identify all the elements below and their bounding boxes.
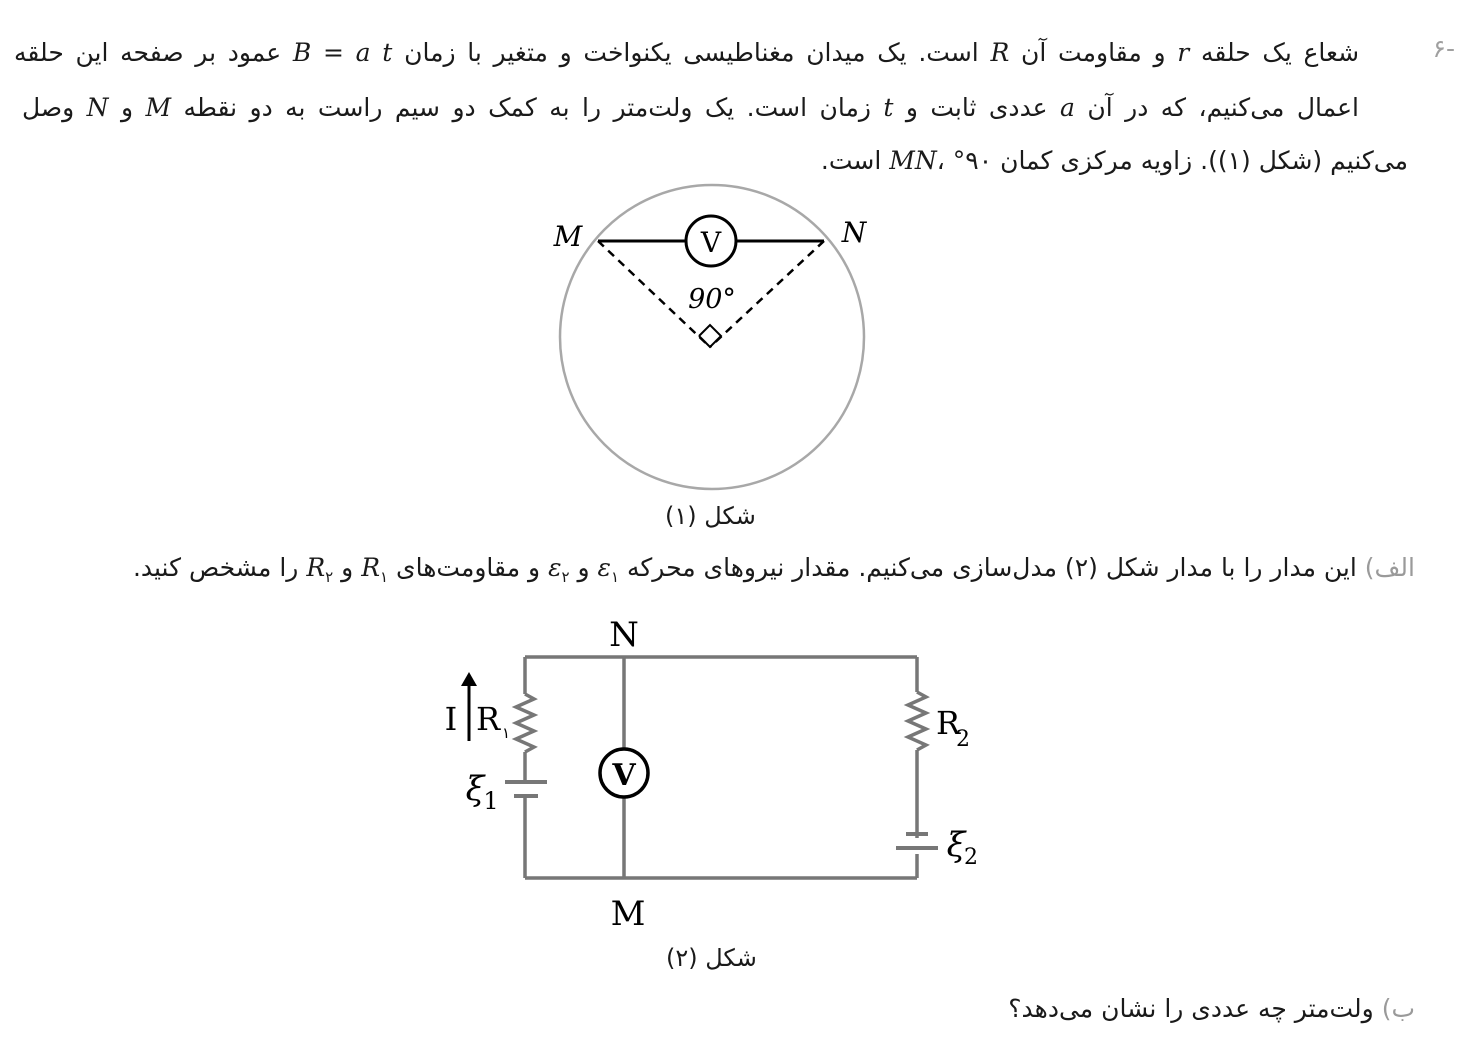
math-epsilon-2 (548, 553, 570, 586)
emf-xi2-subscript: 2 (964, 845, 978, 870)
question-line-3 (600, 141, 1408, 181)
resistor-R2-label: R (935, 704, 961, 742)
text: وصل (22, 93, 75, 122)
point-M-label: M (553, 220, 583, 253)
text: زمان است. یک ولت‌متر را به کمک دو سیم راست به دو نقطه (183, 93, 871, 122)
current-I-label: I (444, 700, 458, 738)
math-B-equals-at: B = a t (292, 38, 393, 67)
question-line-2 (22, 88, 1359, 128)
subscript: ۱ (610, 568, 620, 586)
angle-label: 90° (688, 284, 736, 315)
math-R2 (306, 553, 334, 586)
text: اعمال می‌کنیم، که در آن (1087, 93, 1359, 122)
text: و (120, 93, 134, 122)
part-b-text: ولت‌متر چه عددی را نشان می‌دهد؟ (1008, 994, 1374, 1023)
math-R: R (990, 38, 1010, 67)
text: و (341, 553, 354, 582)
math-r: r (1177, 38, 1190, 67)
resistor-R1 (516, 694, 534, 752)
text: می‌کنیم (شکل (۱)). زاویه مرکزی کمان (1000, 146, 1408, 175)
text: این مدار را با مدار شکل (۲) مدل‌سازی می‌کنیم. مقدار نیروهای محرکه (626, 553, 1357, 582)
voltmeter-label: V (700, 226, 722, 259)
resistor-R2-subscript: 2 (956, 727, 970, 752)
resistor-R2 (908, 692, 926, 750)
math-R1 (361, 553, 389, 586)
text: شعاع یک حلقه (1200, 38, 1360, 67)
emf-xi1-label: ξ (465, 769, 485, 809)
voltmeter-label: V (612, 758, 636, 793)
math-MN: MN (889, 146, 937, 175)
part-b (1008, 994, 1415, 1023)
text: را مشخص کنید. (132, 553, 299, 582)
math-a: a (1060, 93, 1075, 122)
resistor-R1-subscript: ۱ (501, 724, 511, 742)
figure-2-circuit-diagram (430, 610, 1010, 940)
part-a-label: الف) (1364, 553, 1415, 582)
resistor-R1-label: R (475, 700, 501, 738)
part-b-label: ب) (1381, 994, 1415, 1023)
question-line-1 (14, 33, 1359, 73)
subscript: ۲ (561, 568, 570, 586)
emf-xi2-label: ξ (946, 825, 966, 865)
text: ، °۹۰ است. (820, 146, 993, 175)
math-t: t (883, 93, 894, 122)
text: عددی ثابت و (905, 93, 1048, 122)
math-N: N (86, 93, 109, 122)
text: و مقاومت‌های (396, 553, 541, 582)
text: عمود بر صفحه این حلقه (14, 38, 282, 67)
subscript: ۱ (380, 568, 389, 586)
text: و مقاومت آن (1021, 38, 1166, 67)
emf-xi1-subscript: 1 (483, 787, 499, 815)
node-N-label: N (609, 615, 639, 655)
text: و (577, 553, 590, 582)
math-epsilon-1 (597, 553, 620, 586)
symbol: R (361, 553, 381, 582)
figure-2-caption: شکل (۲) (666, 944, 757, 972)
math-M: M (145, 93, 172, 122)
text: است. یک میدان مغناطیسی یکنواخت و متغیر با زمان (404, 38, 979, 67)
part-a (133, 553, 1415, 586)
symbol: ε (597, 553, 611, 582)
symbol: R (306, 553, 326, 582)
point-N-label: N (841, 216, 867, 249)
current-arrow-head (461, 672, 477, 686)
question-number: -۶ (1432, 34, 1455, 63)
figure-1-loop-diagram (540, 180, 880, 500)
symbol: ε (548, 553, 562, 582)
subscript: ۲ (325, 568, 334, 586)
node-M-label: M (610, 894, 646, 934)
figure-1-caption: شکل (۱) (665, 502, 756, 530)
right-angle-marker (699, 325, 721, 347)
